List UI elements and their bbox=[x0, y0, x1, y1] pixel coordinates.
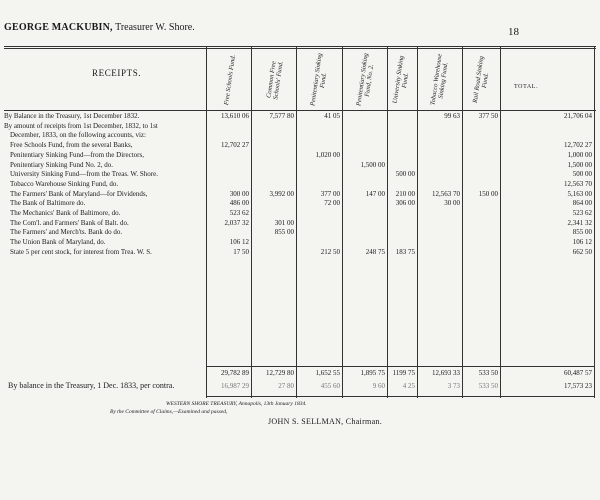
balance-value: 9 60 bbox=[372, 382, 385, 390]
col-divider bbox=[594, 46, 595, 398]
sum-value: 12,729 80 bbox=[266, 369, 294, 377]
balance-value: 27 80 bbox=[278, 382, 294, 390]
footer-place-date: WESTERN SHORE TREASURY, Annapolis, 13th January 1834. bbox=[166, 401, 307, 407]
cell-value: 500 00 bbox=[395, 170, 415, 179]
row-label: The Mechanics' Bank of Baltimore, do. bbox=[10, 209, 121, 217]
cell-value: 486 00 bbox=[229, 199, 249, 208]
cell-value: 855 00 bbox=[274, 228, 294, 237]
row-total: 855 00 bbox=[572, 228, 592, 237]
sum-value: 1,895 75 bbox=[360, 369, 385, 377]
row-total: 21,706 04 bbox=[564, 112, 592, 120]
cell-value: 248 75 bbox=[365, 247, 385, 256]
cell-value: 147 00 bbox=[365, 189, 385, 198]
cell-value: 30 00 bbox=[444, 199, 460, 208]
column-header: Free Schools Fund. bbox=[222, 54, 238, 106]
balance-value: 455 60 bbox=[320, 382, 340, 390]
cell-value: 377 50 bbox=[478, 112, 498, 120]
treasurer-title: Treasurer W. Shore. bbox=[115, 22, 195, 33]
cell-value: 210 00 bbox=[395, 189, 415, 198]
cell-value: 3,992 00 bbox=[269, 189, 294, 198]
balance-value: 16,987 29 bbox=[221, 382, 249, 390]
row-total: 5,163 00 bbox=[567, 189, 592, 198]
receipts-heading: RECEIPTS. bbox=[92, 68, 142, 78]
cell-value: 12,563 70 bbox=[432, 189, 460, 198]
cell-value: 377 00 bbox=[320, 189, 340, 198]
bottom-rule bbox=[206, 396, 594, 397]
row-label: The Farmers' and Merch'ts. Bank do do. bbox=[10, 228, 123, 237]
row-label: Penitentiary Sinking Fund—from the Directors, bbox=[10, 150, 144, 159]
sum-value: 29,782 89 bbox=[221, 369, 249, 377]
cell-value: 183 75 bbox=[395, 247, 415, 256]
balance-value: 533 50 bbox=[478, 382, 498, 390]
column-header: Common Free Schools' Fund. bbox=[265, 60, 285, 101]
column-header: Rail Road Sinking Fund. bbox=[471, 55, 490, 104]
row-label: The Bank of Baltimore do. bbox=[10, 199, 86, 208]
cell-value: 523 62 bbox=[229, 209, 249, 217]
sum-value: 1199 75 bbox=[392, 369, 415, 377]
row-label: Free Schools Fund, from the several Banks, bbox=[10, 141, 133, 150]
column-header: Tobacco Warehouse Sinking Fund. bbox=[429, 53, 450, 106]
column-header: Penitentiary Sinking Fund, No. 2. bbox=[355, 52, 376, 107]
row-total: 12,563 70 bbox=[564, 179, 592, 188]
cell-value: 150 00 bbox=[478, 189, 498, 198]
cell-value: 72 00 bbox=[324, 199, 340, 208]
row-total: 2,341 32 bbox=[567, 218, 592, 227]
treasurer-name: GEORGE MACKUBIN, bbox=[4, 22, 113, 33]
row-label: Tobacco Warehouse Sinking Fund, do. bbox=[10, 179, 119, 188]
cell-value: 212 50 bbox=[320, 247, 340, 256]
row-label: By Balance in the Treasury, 1st December 1832. bbox=[4, 112, 140, 120]
cell-value: 301 00 bbox=[274, 218, 294, 227]
row-total: 1,000 00 bbox=[567, 150, 592, 159]
cell-value: 13,610 06 bbox=[221, 112, 249, 120]
row-total: 1,500 00 bbox=[567, 160, 592, 169]
balance-value: 3 73 bbox=[447, 382, 460, 390]
cell-value: 306 00 bbox=[395, 199, 415, 208]
sum-rule bbox=[206, 366, 594, 367]
footer-committee: By the Committee of Claims,—Examined and passed, bbox=[110, 409, 228, 415]
row-total: 12,702 27 bbox=[564, 141, 592, 150]
sum-value: 1,652 55 bbox=[315, 369, 340, 377]
row-total: 523 62 bbox=[572, 209, 592, 217]
row-label: December, 1833, on the following accounts, viz: bbox=[10, 131, 146, 140]
total-heading: TOTAL. bbox=[514, 84, 539, 90]
sum-value: 12,693 33 bbox=[432, 369, 460, 377]
cell-value: 41 05 bbox=[324, 112, 340, 120]
signature: JOHN S. SELLMAN, Chairman. bbox=[268, 417, 383, 426]
column-header: University Sinking Fund. bbox=[391, 55, 410, 104]
cell-value: 99 63 bbox=[444, 112, 460, 120]
page-number: 18 bbox=[508, 26, 519, 38]
row-label: Penitentiary Sinking Fund No. 2, do. bbox=[10, 160, 114, 169]
row-total: 106 12 bbox=[572, 238, 592, 247]
cell-value: 1,020 00 bbox=[315, 150, 340, 159]
balance-total: 17,573 23 bbox=[564, 382, 592, 390]
row-label: By amount of receipts from 1st December, 1832, to 1st bbox=[4, 121, 158, 130]
header-bottom-rule bbox=[4, 110, 596, 111]
cell-value: 1,500 00 bbox=[360, 160, 385, 169]
balance-value: 4 25 bbox=[402, 382, 415, 390]
cell-value: 300 00 bbox=[229, 189, 249, 198]
column-header: Penitentiary Sinking Fund. bbox=[309, 52, 328, 107]
row-label: University Sinking Fund—from the Treas. W. Shore. bbox=[10, 170, 158, 179]
cell-value: 106 12 bbox=[229, 238, 249, 247]
cell-value: 12,702 27 bbox=[221, 141, 249, 150]
table-top-rule-2 bbox=[4, 48, 596, 49]
row-total: 662 50 bbox=[572, 247, 592, 256]
cell-value: 2,037 32 bbox=[224, 218, 249, 227]
row-label: The Union Bank of Maryland, do. bbox=[10, 238, 106, 247]
balance-label: By balance in the Treasury, 1 Dec. 1833, per contra. bbox=[8, 381, 175, 390]
row-label: The Farmers' Bank of Maryland—for Dividends, bbox=[10, 189, 148, 198]
row-label: The Com'l. and Farmers' Bank of Balt. do. bbox=[10, 218, 129, 227]
sum-value: 533 50 bbox=[478, 369, 498, 377]
page-header bbox=[4, 22, 195, 33]
row-total: 500 00 bbox=[572, 170, 592, 179]
row-label: State 5 per cent stock, for interest from Trea. W. S. bbox=[10, 247, 152, 256]
sum-total: 60,487 57 bbox=[564, 369, 592, 377]
cell-value: 7,577 80 bbox=[269, 112, 294, 120]
cell-value: 17 50 bbox=[233, 247, 249, 256]
table-top-rule bbox=[4, 46, 596, 47]
row-total: 864 00 bbox=[572, 199, 592, 208]
